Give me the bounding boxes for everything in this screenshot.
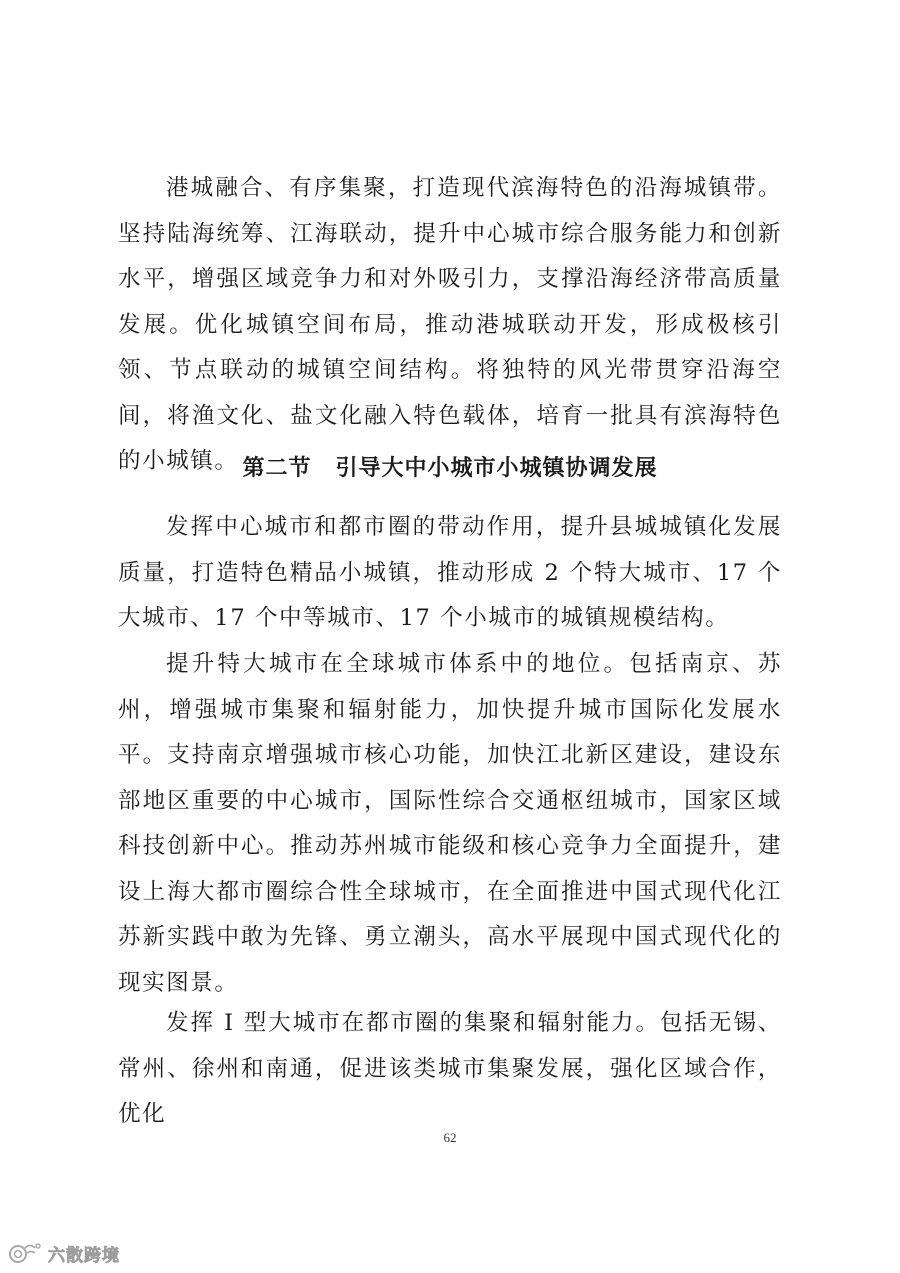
watermark-logo-icon [8,1241,42,1265]
section-title: 引导大中小城市小城镇协调发展 [335,456,658,481]
paragraph-intro: 发挥中心城市和都市圈的带动作用，提升县城城镇化发展质量，打造特色精品小城镇，推动形成 2 个特大城市、17 个大城市、17 个中等城市、17 个小城市的城镇规模结构。 [118,514,782,631]
watermark-text: 六散跨境 [48,1245,120,1266]
section-heading [118,451,782,487]
section-number: 第二节 [242,456,312,481]
paragraph-continuation: 港城融合、有序集聚，打造现代滨海特色的沿海城镇带。坚持陆海统筹、江海联动，提升中心城市综合服务能力和创新水平，增强区域竞争力和对外吸引力，支撑沿海经济带高质量发展。优化城镇空间布局，推动港城联动开发，形成极核引领、节点联动的城镇空间结构。将独特的风光带贯穿沿海空间，将渔文化、盐文化融入特色载体，培育一批具有滨海特色的小城镇。 [118,175,782,474]
page-number: 62 [443,1130,457,1145]
paragraph-large-cities: 发挥 I 型大城市在都市圈的集聚和辐射能力。包括无锡、常州、徐州和南通，促进该类城市集聚发展，强化区域合作，优化 [118,1010,782,1127]
watermark [8,1240,120,1266]
paragraph-megacities: 提升特大城市在全球城市体系中的地位。包括南京、苏州，增强城市集聚和辐射能力，加快提升城市国际化发展水平。支持南京增强城市核心功能，加快江北新区建设，建设东部地区重要的中心城市，国际性综合交通枢纽城市，国家区域科技创新中心。推动苏州城市能级和核心竞争力全面提升，建设上海大都市圈综合性全球城市，在全面推进中国式现代化江苏新实践中敢为先锋、勇立潮头，高水平展现中国式现代化的现实图景。 [118,651,782,996]
